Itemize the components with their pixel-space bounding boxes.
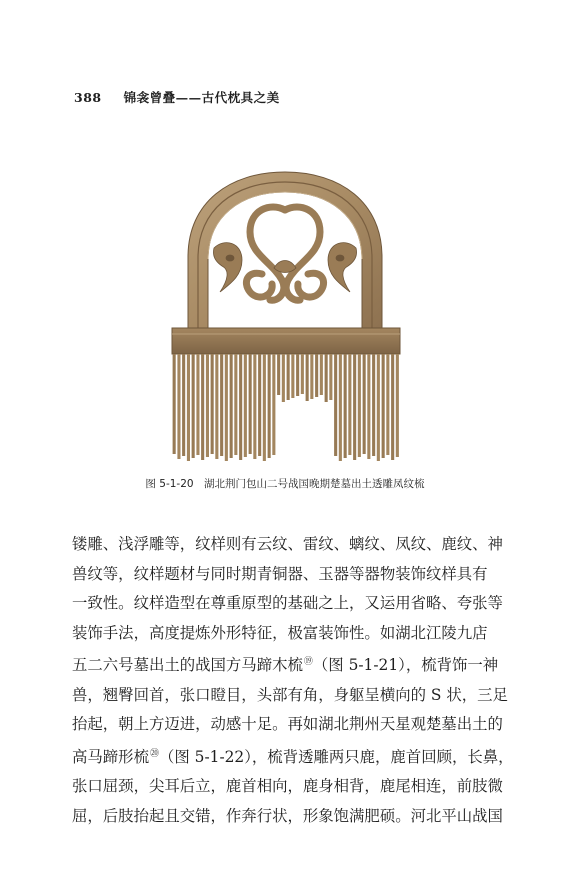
comb-tooth bbox=[367, 354, 370, 459]
comb-tooth bbox=[296, 354, 299, 396]
comb-tooth bbox=[225, 354, 228, 461]
comb-tooth bbox=[287, 354, 290, 400]
comb-tooth bbox=[396, 354, 399, 457]
comb-tooth bbox=[329, 354, 332, 400]
comb-tooth bbox=[386, 354, 389, 455]
comb-tooth bbox=[201, 354, 204, 460]
comb-tooth bbox=[334, 354, 337, 456]
comb-back bbox=[172, 328, 400, 354]
body-line: 高马蹄形梳⑳（图 5-1-22），梳背透雕两只鹿，鹿首回顾，长鼻， bbox=[72, 747, 514, 766]
page-number: 388 bbox=[74, 90, 102, 105]
comb-tooth bbox=[377, 354, 380, 461]
footnote-marker: ⑲ bbox=[303, 657, 313, 667]
comb-tooth bbox=[339, 354, 342, 461]
comb-tooth bbox=[244, 354, 247, 457]
body-line: 张口屈颈，尖耳后立，鹿首相向，鹿身相背，鹿尾相连，前肢微 bbox=[72, 777, 503, 796]
comb-tooth bbox=[268, 354, 271, 458]
body-line: 一致性。纹样造型在尊重原型的基础之上，又运用省略、夸张等 bbox=[72, 594, 503, 612]
comb-tooth bbox=[234, 354, 237, 455]
body-line: 五二六号墓出土的战国方马蹄木梳⑲（图 5-1-21），梳背饰一神 bbox=[72, 656, 499, 675]
comb-tooth bbox=[382, 354, 385, 458]
comb-tooth bbox=[196, 354, 199, 455]
running-title: 锦衾曾叠——古代枕具之美 bbox=[123, 90, 280, 105]
body-line: 抬起，朝上方迈进，动感十足。再如湖北荆州天星观楚墓出土的 bbox=[72, 715, 503, 734]
comb-tooth bbox=[206, 354, 209, 457]
comb-tooth bbox=[301, 354, 304, 394]
body-line: 屈，后肢抬起且交错，作奔行状，形象饱满肥硕。河北平山战国 bbox=[72, 806, 503, 825]
comb-tooth bbox=[348, 354, 351, 455]
comb-tooth bbox=[187, 354, 190, 461]
comb-tooth bbox=[363, 354, 366, 454]
comb-tooth bbox=[182, 354, 185, 456]
body-line: 兽纹等，纹样题材与同时期青铜器、玉器等器物装饰纹样具有 bbox=[72, 564, 488, 583]
comb-tooth bbox=[310, 354, 313, 399]
figure-caption: 图 5-1-20 湖北荆门包山二号战国晚期楚墓出土透雕凤纹梳 bbox=[145, 478, 425, 490]
comb-tooth bbox=[220, 354, 223, 456]
comb-tooth bbox=[192, 354, 195, 458]
comb-tooth bbox=[177, 354, 180, 459]
comb-tooth bbox=[230, 354, 233, 458]
comb-illustration bbox=[150, 162, 420, 467]
comb-tooth bbox=[215, 354, 218, 459]
comb-tooth bbox=[315, 354, 318, 397]
comb-tooth bbox=[239, 354, 242, 460]
comb-tooth bbox=[272, 354, 275, 455]
comb-teeth bbox=[173, 354, 399, 461]
comb-tooth bbox=[173, 354, 176, 454]
phoenix-openwork bbox=[246, 207, 323, 300]
body-line: 装饰手法，高度提炼外形特征，极富装饰性。如湖北江陵九店 bbox=[72, 623, 488, 642]
comb-tooth bbox=[258, 354, 261, 456]
comb-tooth bbox=[263, 354, 266, 461]
comb-tooth bbox=[325, 354, 328, 402]
comb-tooth bbox=[372, 354, 375, 456]
comb-tooth bbox=[253, 354, 256, 459]
body-text bbox=[72, 530, 514, 831]
comb-tooth bbox=[306, 354, 309, 401]
comb-tooth bbox=[344, 354, 347, 458]
running-header bbox=[74, 88, 280, 108]
comb-tooth bbox=[291, 354, 294, 398]
comb-tooth bbox=[391, 354, 394, 460]
comb-tooth bbox=[353, 354, 356, 460]
comb-tooth bbox=[277, 354, 280, 395]
body-line: 兽，翘臀回首，张口瞪目，头部有角，身躯呈横向的 S 状，三足 bbox=[72, 685, 508, 704]
comb-tooth bbox=[358, 354, 361, 457]
figure-comb-photo bbox=[150, 162, 420, 467]
comb-tooth bbox=[211, 354, 214, 454]
comb-tooth bbox=[249, 354, 252, 454]
comb-tooth bbox=[282, 354, 285, 402]
footnote-marker: ⑳ bbox=[149, 748, 159, 759]
body-line: 镂雕、浅浮雕等，纹样则有云纹、雷纹、螭纹、凤纹、鹿纹、神 bbox=[72, 535, 503, 553]
comb-tooth bbox=[320, 354, 323, 395]
